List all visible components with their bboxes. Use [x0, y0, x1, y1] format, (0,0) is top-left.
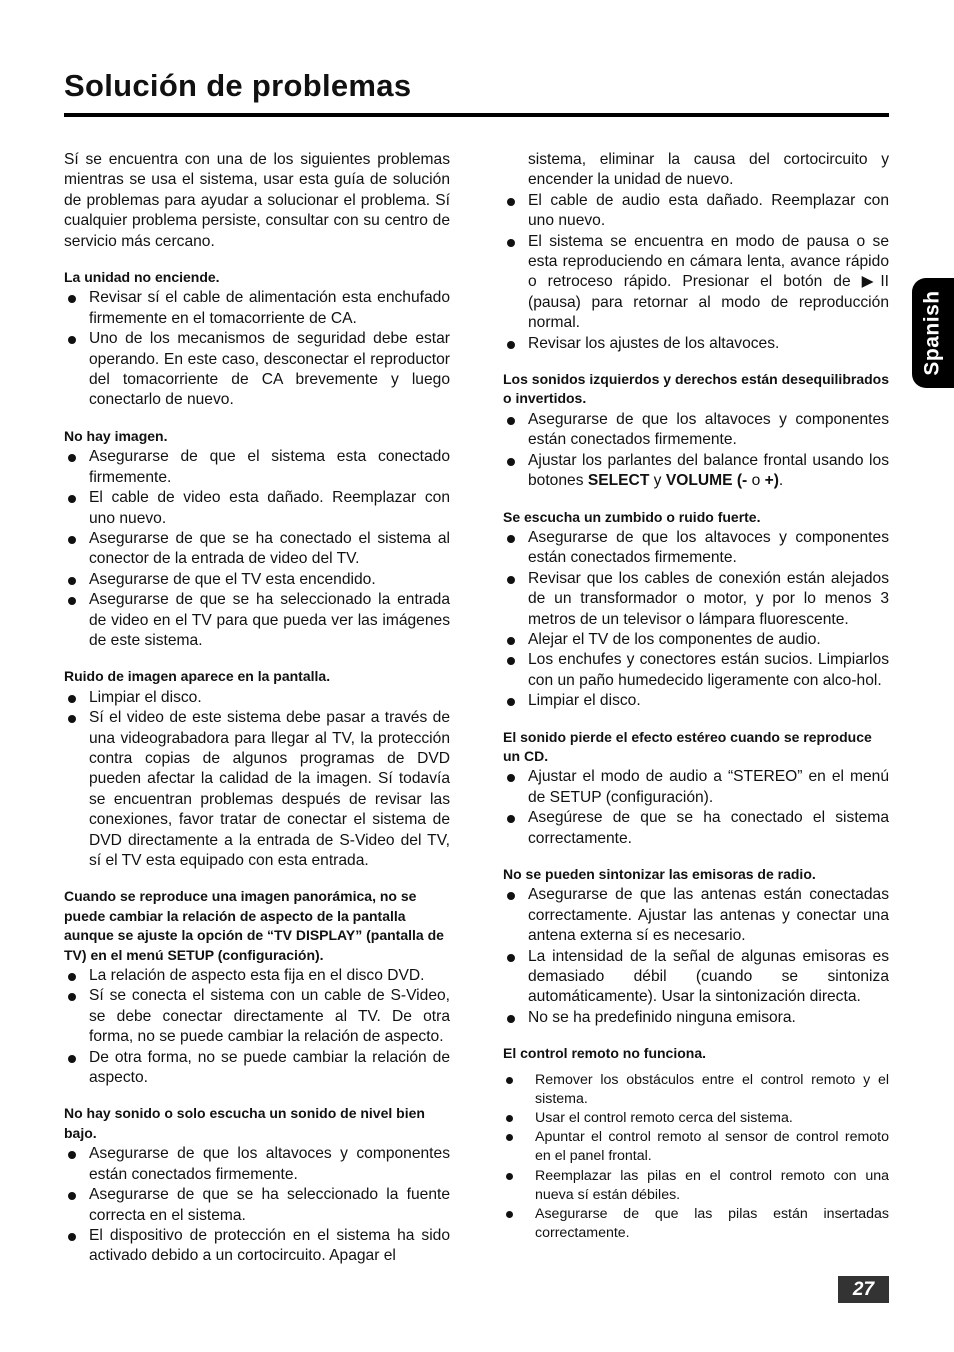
section-hum-noise — [503, 508, 889, 712]
select-button-label: SELECT — [587, 472, 650, 490]
section-heading: Ruido de imagen aparece en la pantalla. — [64, 668, 331, 685]
list-item: La relación de aspecto esta fija en el disco DVD. — [64, 966, 450, 986]
list-item-text: o — [747, 472, 765, 490]
list-item: Asegurarse de que el sistema esta conectado firmemente. — [64, 447, 450, 488]
list-item-text: y — [649, 472, 666, 490]
list-item: Reemplazar las pilas en el control remoto con una nueva sí están débiles. — [503, 1167, 889, 1205]
title-rule — [64, 113, 889, 117]
section-heading: La unidad no enciende. — [64, 269, 220, 286]
list-item: Sí se conecta el sistema con un cable de S-Video, se debe conectar directamente al TV. De otra forma, no se puede cambiar la relación de aspecto. — [64, 986, 450, 1047]
section-heading: No se pueden sintonizar las emisoras de radio. — [503, 866, 816, 882]
list-item: Asegurarse de que los altavoces y componentes están conectados firmemente. — [503, 410, 889, 451]
section-no-sound — [64, 1104, 450, 1266]
list-item: Usar el control remoto cerca del sistema. — [503, 1109, 889, 1128]
volume-button-label: VOLUME (- — [665, 472, 748, 490]
section-picture-noise — [64, 667, 450, 871]
intro-paragraph: Sí se encuentra con una de los siguientes problemas mientras se usa el sistema, usar esta guía de solución de problemas para ayudar a solucionar el problema. Sí cualquier problema persiste, consultar con su centro de servicio más cercano. — [64, 151, 450, 250]
list-item: La intensidad de la señal de algunas emisoras es demasiado débil (cuando se sintoniza automáticamente). Usar la sintonización directa. — [503, 947, 889, 1008]
list-item: El sistema se encuentra en modo de pausa o se esta reproduciendo en cámara lenta, avance rápido o retroceso rápido. Presionar el botón de ▶II (pausa) para retornar al modo de reproducción normal. — [503, 232, 889, 334]
list-item: Remover los obstáculos entre el control remoto y el sistema. — [503, 1071, 889, 1109]
list-item: Asegúrese de que se ha conectado el sistema correctamente. — [503, 808, 889, 849]
list-item: No se ha predefinido ninguna emisora. — [503, 1008, 889, 1028]
list-item: Revisar los ajustes de los altavoces. — [503, 334, 889, 354]
section-no-sound-continued — [503, 150, 889, 354]
list-item-continuation: sistema, eliminar la causa del cortocircuito y encender la unidad de nuevo. — [528, 151, 889, 189]
list-item: De otra forma, no se puede cambiar la relación de aspecto. — [64, 1048, 450, 1089]
section-aspect-ratio — [64, 887, 450, 1088]
list-item: El cable de audio esta dañado. Reemplazar con uno nuevo. — [503, 191, 889, 232]
list-item: Asegurarse de que se ha seleccionado la fuente correcta en el sistema. — [64, 1185, 450, 1226]
section-heading: El sonido pierde el efecto estéreo cuando se reproduce un CD. — [503, 728, 872, 764]
list-item: Ajustar el modo de audio a “STEREO” en el menú de SETUP (configuración). — [503, 767, 889, 808]
list-item-text: Ajustar los parlantes del balance frontal usando los botones — [528, 451, 889, 490]
section-channels-unbalanced — [503, 370, 889, 491]
list-item: Asegurarse de que se ha conectado el sistema al conector de la entrada de video del TV. — [64, 529, 450, 570]
section-stereo-effect — [503, 728, 889, 849]
list-item — [503, 451, 889, 492]
list-item: Asegurarse de que se ha seleccionado la entrada de video en el TV para que pueda ver las imágenes de este sistema. — [64, 590, 450, 651]
section-heading: No hay sonido o solo escucha un sonido de nivel bien bajo. — [64, 1105, 425, 1141]
left-column — [64, 150, 450, 1283]
list-item: El dispositivo de protección en el sistema ha sido activado debido a un cortocircuito. Apagar el — [64, 1226, 450, 1267]
list-item: Revisar sí el cable de alimentación esta enchufado firmemente en el tomacorriente de CA. — [64, 288, 450, 329]
section-heading: Los sonidos izquierdos y derechos están desequilibrados o invertidos. — [503, 371, 889, 407]
section-heading: No hay imagen. — [64, 427, 168, 444]
section-heading: Cuando se reproduce una imagen panorámica, no se puede cambiar la relación de aspecto de la pantalla aunque se ajuste la opción de “TV DISPLAY” (pantalla de TV) en el menú SETUP (configuración). — [64, 888, 444, 963]
list-item: Limpiar el disco. — [64, 688, 450, 708]
list-item: Asegurarse de que los altavoces y componentes están conectados firmemente. — [503, 528, 889, 569]
list-item: Revisar que los cables de conexión están alejados de un transformador o motor, y por lo menos 3 metros de un televisor o lámpara fluorescente. — [503, 569, 889, 630]
section-radio-tuning — [503, 865, 889, 1028]
list-item: Asegurarse de que las pilas están insertadas correctamente. — [503, 1205, 889, 1243]
list-item: Alejar el TV de los componentes de audio. — [503, 630, 889, 650]
list-item: Asegurarse de que las antenas están conectadas correctamente. Ajustar las antenas y conectar una antena externa sí es necesario. — [503, 885, 889, 946]
list-item: Asegurarse de que los altavoces y componentes están conectados firmemente. — [64, 1144, 450, 1185]
page-title: Solución de problemas — [64, 68, 412, 103]
list-item: Sí el video de este sistema debe pasar a través de una videograbadora para llegar al TV, la protección contra copias de algunos programas de DVD pueden afectar la calidad de la imagen. Sí todavía se encuentran problemas después de revisar las conexiones, favor tratar de conectar el sistema de DVD directamente a la entrada de S-Video del TV, sí el TV esta equipado con esta entrada. — [64, 708, 450, 871]
section-remote-control — [503, 1044, 889, 1243]
section-heading: Se escucha un zumbido o ruido fuerte. — [503, 508, 761, 525]
language-tab — [912, 278, 954, 388]
list-item: Asegurarse de que el TV esta encendido. — [64, 570, 450, 590]
section-no-picture — [64, 427, 450, 651]
list-item: Limpiar el disco. — [503, 691, 889, 711]
language-tab-label: Spanish — [921, 290, 944, 376]
list-item: Apuntar el control remoto al sensor de control remoto en el panel frontal. — [503, 1128, 889, 1166]
list-item: Los enchufes y conectores están sucios. Limpiarlos con un paño humedecido ligeramente con alco-hol. — [503, 650, 889, 691]
list-item: El cable de video esta dañado. Reemplazar con uno nuevo. — [64, 488, 450, 529]
list-item-text: . — [778, 472, 784, 490]
volume-plus-label: +) — [764, 472, 779, 490]
list-item: Uno de los mecanismos de seguridad debe estar operando. En este caso, desconectar el reproductor del tomacorriente de CA brevemente y luego conectarlo de nuevo. — [64, 329, 450, 411]
section-heading: El control remoto no funciona. — [503, 1045, 706, 1062]
page-number: 27 — [838, 1276, 889, 1303]
right-column — [503, 150, 889, 1259]
section-unit-no-power — [64, 268, 450, 411]
